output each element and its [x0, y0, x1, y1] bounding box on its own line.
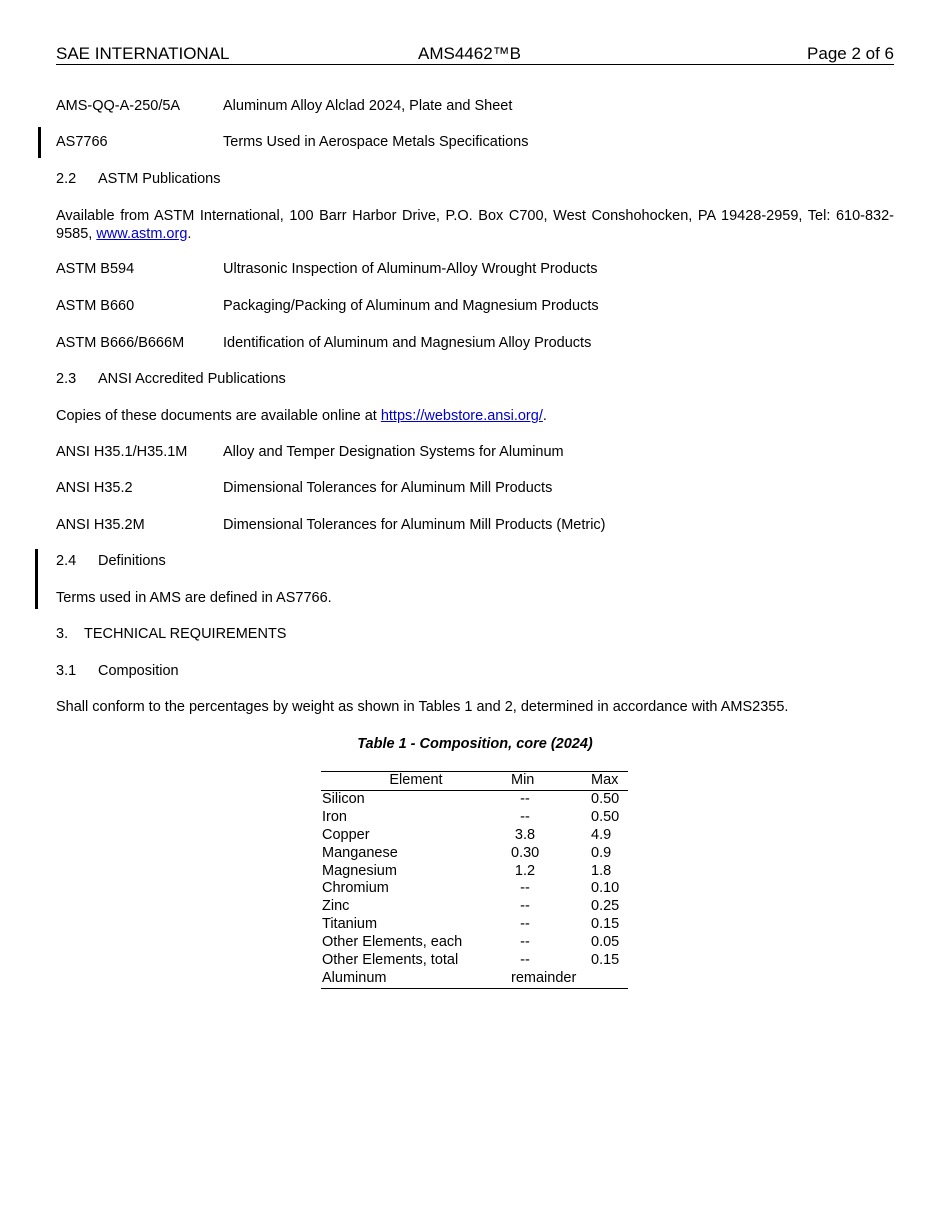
section-title: Composition: [98, 663, 179, 679]
table-row: [321, 934, 628, 952]
cell-element: Copper: [322, 826, 370, 843]
change-bar: [38, 127, 41, 158]
cell-min: --: [520, 808, 530, 825]
cell-min: 3.8: [514, 826, 536, 843]
ansi-webstore-link[interactable]: https://webstore.ansi.org/: [380, 408, 543, 424]
paragraph-text: Available from ASTM International, 100 Barr Harbor Drive, P.O. Box C700, West Conshohocken, PA 19428-2959, Tel: 610-832-9585,: [56, 208, 894, 242]
reference-code: AS7766: [56, 134, 108, 150]
table-row: [321, 791, 628, 809]
table-row: [321, 809, 628, 827]
reference-code: ASTM B594: [56, 261, 135, 277]
cell-min: 0.30: [511, 844, 540, 861]
table-row: [321, 863, 628, 881]
cell-element: Other Elements, each: [322, 934, 463, 951]
reference-code: ANSI H35.2M: [56, 517, 145, 533]
table-row: [321, 916, 628, 934]
header-element: Element: [389, 772, 443, 788]
cell-max: 0.05: [591, 934, 620, 951]
cell-max: 0.50: [591, 791, 620, 807]
section-title: Definitions: [98, 553, 166, 569]
cell-max: 0.15: [591, 952, 620, 969]
section-number: 3.: [56, 626, 69, 642]
reference-code: ASTM B666/B666M: [56, 335, 185, 351]
astm-availability-paragraph: [56, 207, 894, 243]
cell-element: Zinc: [322, 898, 350, 915]
cell-max: 1.8: [591, 862, 612, 879]
cell-max: 0.50: [591, 808, 620, 825]
reference-title: Terms Used in Aerospace Metals Specifications: [223, 134, 529, 150]
paragraph-text: Copies of these documents are available online at: [56, 408, 377, 424]
cell-element: Iron: [322, 808, 347, 825]
reference-code: ANSI H35.1/H35.1M: [56, 444, 188, 460]
cell-element: Chromium: [322, 880, 389, 897]
change-bar: [35, 549, 38, 609]
section-title: ANSI Accredited Publications: [98, 371, 286, 387]
cell-min: --: [520, 880, 530, 897]
cell-min: 1.2: [514, 862, 536, 879]
header-min: Min: [511, 772, 535, 788]
table-row: [321, 880, 628, 898]
section-title: TECHNICAL REQUIREMENTS: [84, 626, 287, 642]
cell-element: Other Elements, total: [322, 952, 459, 969]
cell-element: Silicon: [322, 791, 365, 807]
reference-title: Dimensional Tolerances for Aluminum Mill Products (Metric): [223, 517, 606, 533]
document-number: AMS4462™B: [418, 44, 521, 63]
section-number: 3.1: [56, 663, 77, 679]
composition-table: [321, 771, 628, 989]
cell-min: remainder: [511, 969, 577, 986]
section-number: 2.4: [56, 553, 77, 569]
table-header-row: [321, 772, 628, 791]
table-caption: Table 1 - Composition, core (2024): [357, 736, 593, 752]
cell-max: 0.9: [591, 844, 612, 861]
reference-title: Ultrasonic Inspection of Aluminum-Alloy Wrought Products: [223, 261, 598, 277]
paragraph-end: .: [187, 226, 192, 242]
reference-title: Packaging/Packing of Aluminum and Magnesium Products: [223, 298, 599, 314]
reference-title: Dimensional Tolerances for Aluminum Mill Products: [223, 480, 553, 496]
header-max: Max: [591, 772, 619, 788]
cell-max: 0.25: [591, 898, 620, 915]
reference-title: Aluminum Alloy Alclad 2024, Plate and Sheet: [223, 98, 513, 114]
table-row: [321, 970, 628, 988]
cell-max: 0.10: [591, 880, 620, 897]
publisher-name: SAE INTERNATIONAL: [56, 44, 230, 63]
reference-code: AMS-QQ-A-250/5A: [56, 98, 181, 114]
definitions-paragraph: Terms used in AMS are defined in AS7766.: [56, 590, 332, 606]
table-row: [321, 898, 628, 916]
cell-element: Titanium: [322, 916, 378, 933]
section-number: 2.2: [56, 171, 77, 187]
section-title: ASTM Publications: [98, 171, 221, 187]
composition-paragraph: Shall conform to the percentages by weight as shown in Tables 1 and 2, determined in accordance with AMS2355.: [56, 699, 789, 715]
cell-max: 0.15: [591, 916, 620, 933]
page-number: Page 2 of 6: [807, 44, 894, 63]
cell-min: --: [520, 934, 530, 951]
ansi-availability-paragraph: [56, 408, 547, 424]
cell-element: Aluminum: [322, 969, 387, 986]
reference-code: ANSI H35.2: [56, 480, 133, 496]
paragraph-end: .: [542, 408, 547, 424]
section-number: 2.3: [56, 371, 77, 387]
astm-website-link[interactable]: www.astm.org: [96, 226, 188, 242]
reference-title: Identification of Aluminum and Magnesium Alloy Products: [223, 335, 592, 351]
table-row: [321, 952, 628, 970]
cell-min: --: [520, 898, 530, 915]
table-row: [321, 827, 628, 845]
table-row: [321, 845, 628, 863]
cell-min: --: [520, 791, 530, 807]
reference-title: Alloy and Temper Designation Systems for Aluminum: [223, 444, 564, 460]
cell-element: Magnesium: [322, 862, 397, 879]
cell-min: --: [520, 916, 530, 933]
page-header: [56, 44, 894, 65]
cell-max: 4.9: [591, 826, 612, 843]
cell-min: --: [520, 952, 530, 969]
cell-element: Manganese: [322, 844, 398, 861]
reference-code: ASTM B660: [56, 298, 135, 314]
